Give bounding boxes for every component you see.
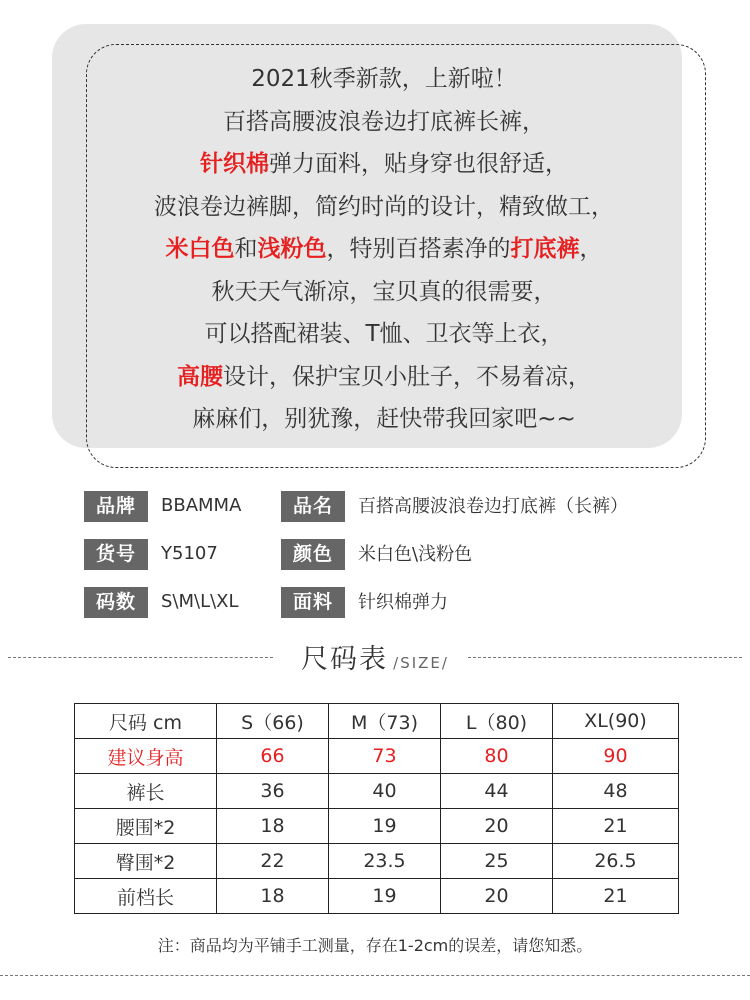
size-table (74, 703, 679, 914)
size-chart-subtitle: /SIZE/ (393, 654, 449, 672)
size-chart-title-text: 尺码表 (301, 644, 389, 675)
intro-text-segment: 和 (234, 236, 258, 262)
product-name-value: 百搭高腰波浪卷边打底裤（长裤） (358, 496, 628, 517)
intro-text-segment: 设计，保护宝贝小肚子，不易着凉， (223, 363, 591, 390)
intro-line (66, 356, 702, 399)
intro-line (66, 58, 702, 101)
table-cell: 23.5 (329, 844, 441, 879)
intro-line (66, 313, 702, 356)
sku-value: Y5107 (161, 543, 218, 564)
table-cell: 22 (217, 844, 329, 879)
table-row-header: 裤长 (75, 774, 217, 809)
table-row (75, 704, 679, 739)
table-cell: 44 (441, 774, 553, 809)
table-row (75, 774, 679, 809)
intro-line (66, 228, 702, 271)
fabric-value: 针织棉弹力 (358, 592, 448, 613)
table-cell: 66 (217, 739, 329, 774)
table-cell: 48 (553, 774, 679, 809)
table-cell: M（73) (329, 704, 441, 739)
intro-highlight-text: 针织棉 (200, 151, 269, 177)
intro-line (66, 271, 702, 314)
size-value: S\M\L\XL (161, 591, 239, 612)
table-row-header: 建议身高 (75, 739, 217, 774)
table-cell: 21 (553, 879, 679, 914)
bottom-divider (0, 975, 750, 976)
intro-highlight-text: 高腰 (177, 363, 223, 390)
table-cell: L（80) (441, 704, 553, 739)
measurement-note: 注：商品均为平铺手工测量，存在1-2cm的误差，请您知悉。 (157, 936, 593, 955)
intro-line (66, 101, 702, 144)
table-cell: 40 (329, 774, 441, 809)
intro-line (66, 143, 702, 186)
table-cell: 90 (553, 739, 679, 774)
intro-text-segment: 弹力面料，贴身穿也很舒适， (269, 151, 568, 177)
table-cell: 36 (217, 774, 329, 809)
intro-text-segment: 2021秋季新款，上新啦！ (251, 66, 517, 92)
table-row-header: 腰围*2 (75, 809, 217, 844)
table-cell: 19 (329, 879, 441, 914)
table-row (75, 844, 679, 879)
sku-label: 货号 (84, 539, 148, 570)
table-cell: 20 (441, 809, 553, 844)
intro-text-segment: 百搭高腰波浪卷边打底裤长裤， (223, 108, 545, 135)
table-cell: 80 (441, 739, 553, 774)
intro-line (66, 186, 702, 229)
fabric-label: 面料 (281, 587, 345, 618)
table-row-header: 臀围*2 (75, 844, 217, 879)
table-cell: 20 (441, 879, 553, 914)
color-label: 颜色 (281, 539, 345, 570)
intro-text-segment: 波浪卷边裤脚，简约时尚的设计，精致做工， (154, 193, 614, 220)
table-row (75, 809, 679, 844)
table-cell: 21 (553, 809, 679, 844)
table-cell: 25 (441, 844, 553, 879)
table-row-header: 前档长 (75, 879, 217, 914)
intro-line (66, 398, 702, 441)
intro-highlight-text: 浅粉色 (257, 236, 327, 262)
table-row (75, 739, 679, 774)
table-cell: 18 (217, 809, 329, 844)
intro-text-segment: ， (579, 236, 603, 262)
size-chart-title (0, 637, 750, 676)
intro-text-segment: 秋天天气渐凉，宝贝真的很需要， (211, 278, 557, 305)
brand-label: 品牌 (84, 491, 148, 522)
intro-text-segment: 可以搭配裙装、T恤、卫衣等上衣， (204, 321, 564, 347)
intro-highlight-text: 米白色 (165, 236, 235, 262)
size-label: 码数 (84, 587, 148, 618)
intro-text-segment: ，特别百搭素净的 (326, 236, 511, 262)
table-row (75, 879, 679, 914)
table-cell: 73 (329, 739, 441, 774)
table-cell: S（66) (217, 704, 329, 739)
table-cell: 19 (329, 809, 441, 844)
product-name-label: 品名 (281, 491, 345, 522)
table-cell: XL(90) (553, 704, 679, 739)
table-cell: 18 (217, 879, 329, 914)
color-value: 米白色\浅粉色 (358, 544, 473, 565)
intro-highlight-text: 打底裤 (510, 236, 580, 262)
brand-value: BBAMMA (161, 495, 242, 516)
table-row-header: 尺码 cm (75, 704, 217, 739)
table-cell: 26.5 (553, 844, 679, 879)
intro-text (66, 58, 702, 441)
intro-text-segment: 麻麻们，别犹豫，赶快带我回家吧~~ (192, 406, 576, 432)
